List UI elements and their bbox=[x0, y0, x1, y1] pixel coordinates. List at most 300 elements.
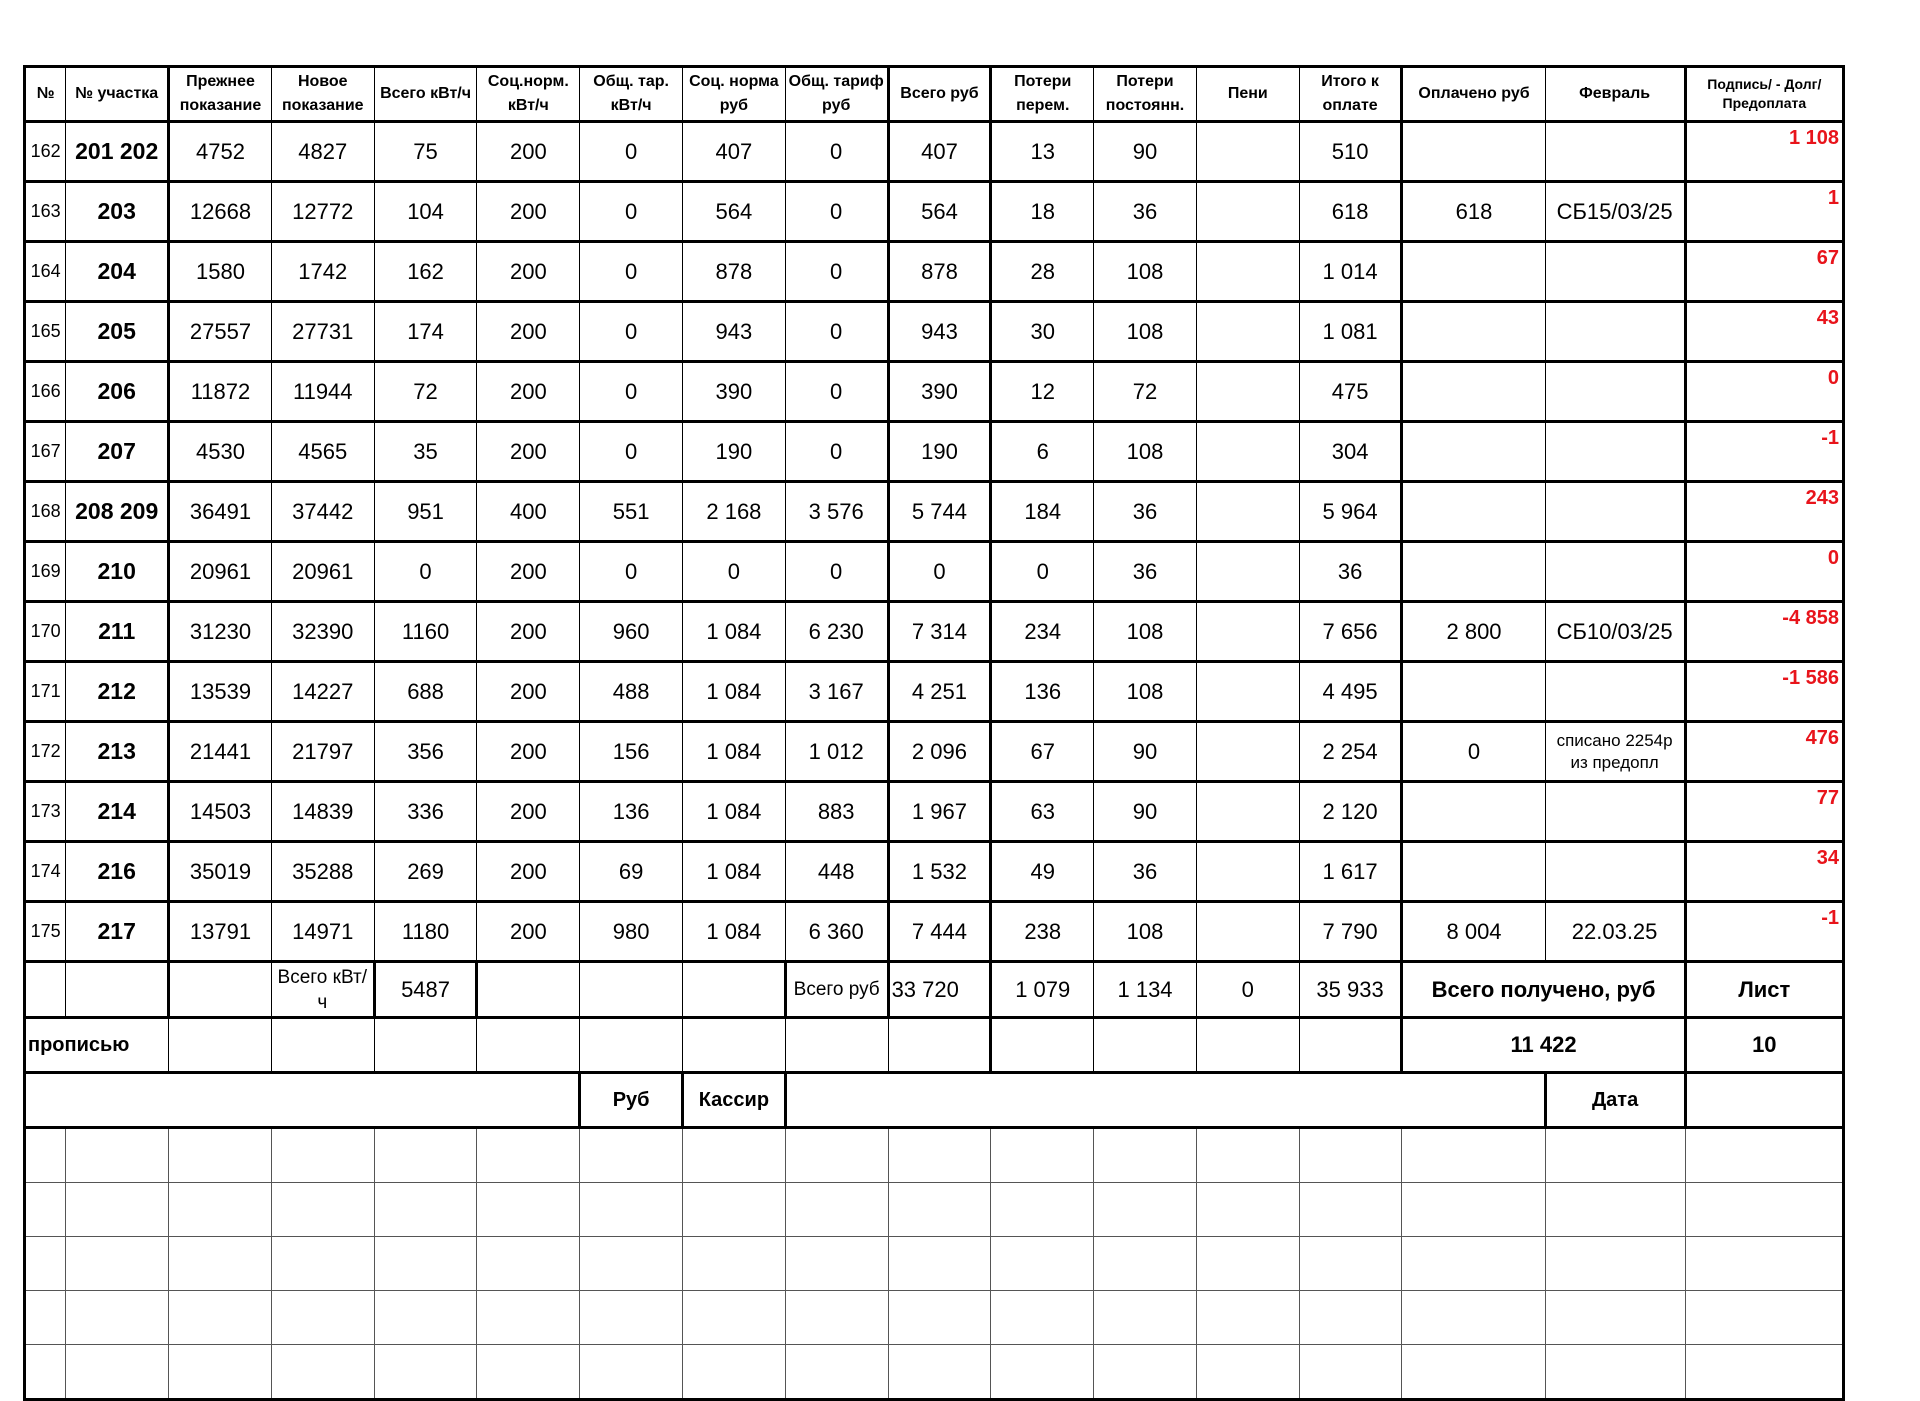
totals-kwh: 5487 bbox=[374, 962, 477, 1018]
caption-empty bbox=[991, 1018, 1094, 1073]
cell-paid: 618 bbox=[1402, 182, 1545, 242]
blank-cell bbox=[477, 1183, 580, 1237]
header-penalty: Пени bbox=[1196, 67, 1299, 122]
cell-paid: 0 bbox=[1402, 722, 1545, 782]
table-row bbox=[25, 782, 1844, 842]
blank-cell bbox=[683, 1291, 786, 1345]
blank-cell bbox=[1545, 1128, 1685, 1183]
cell-new: 20961 bbox=[271, 542, 374, 602]
blank-cell bbox=[1685, 1183, 1843, 1237]
cell-penalty bbox=[1196, 842, 1299, 902]
cell-soc-rub: 390 bbox=[683, 362, 786, 422]
received-amount: 11 422 bbox=[1402, 1018, 1685, 1073]
caption-row bbox=[25, 1018, 1844, 1073]
blank-cell bbox=[683, 1183, 786, 1237]
cell-gen-kwh: 0 bbox=[580, 122, 683, 182]
blank-cell bbox=[374, 1291, 477, 1345]
header-due: Итого к оплате bbox=[1299, 67, 1402, 122]
caption-empty bbox=[1094, 1018, 1197, 1073]
cell-penalty bbox=[1196, 482, 1299, 542]
cell-due: 7 790 bbox=[1299, 902, 1402, 962]
cell-loss-const: 108 bbox=[1094, 902, 1197, 962]
cell-prev: 1580 bbox=[169, 242, 272, 302]
cell-penalty bbox=[1196, 662, 1299, 722]
blank-cell bbox=[1545, 1345, 1685, 1400]
cell-soc-rub: 1 084 bbox=[683, 842, 786, 902]
blank-cell bbox=[1196, 1128, 1299, 1183]
cell-new: 4565 bbox=[271, 422, 374, 482]
cell-gen-kwh: 488 bbox=[580, 662, 683, 722]
cell-paid bbox=[1402, 242, 1545, 302]
cell-new: 32390 bbox=[271, 602, 374, 662]
cell-soc-kwh: 400 bbox=[477, 482, 580, 542]
cell-paid bbox=[1402, 362, 1545, 422]
cell-loss-var: 28 bbox=[991, 242, 1094, 302]
blank-cell bbox=[1402, 1183, 1545, 1237]
cell-penalty bbox=[1196, 782, 1299, 842]
cell-prev: 27557 bbox=[169, 302, 272, 362]
footer-row bbox=[25, 1073, 1844, 1128]
cell-month: списано 2254р из предопл bbox=[1545, 722, 1685, 782]
blank-cell bbox=[1402, 1128, 1545, 1183]
totals-row bbox=[25, 962, 1844, 1018]
cell-balance: 476 bbox=[1685, 722, 1843, 782]
table-row bbox=[25, 122, 1844, 182]
cell-total-rub: 190 bbox=[888, 422, 991, 482]
totals-empty bbox=[580, 962, 683, 1018]
cell-new: 14227 bbox=[271, 662, 374, 722]
cell-new: 12772 bbox=[271, 182, 374, 242]
cell-soc-kwh: 200 bbox=[477, 362, 580, 422]
cell-loss-const: 108 bbox=[1094, 602, 1197, 662]
cell-prev: 35019 bbox=[169, 842, 272, 902]
totals-empty bbox=[477, 962, 580, 1018]
cell-kwh: 951 bbox=[374, 482, 477, 542]
cell-paid bbox=[1402, 482, 1545, 542]
cell-paid bbox=[1402, 842, 1545, 902]
cell-soc-rub: 0 bbox=[683, 542, 786, 602]
cell-gen-rub: 0 bbox=[785, 122, 888, 182]
cell-soc-kwh: 200 bbox=[477, 722, 580, 782]
blank-cell bbox=[169, 1183, 272, 1237]
cell-due: 1 014 bbox=[1299, 242, 1402, 302]
cell-penalty bbox=[1196, 542, 1299, 602]
table-row bbox=[25, 242, 1844, 302]
blank-cell bbox=[1545, 1291, 1685, 1345]
cell-penalty bbox=[1196, 722, 1299, 782]
cell-penalty bbox=[1196, 422, 1299, 482]
cell-gen-kwh: 0 bbox=[580, 242, 683, 302]
cell-soc-rub: 1 084 bbox=[683, 902, 786, 962]
ledger-table bbox=[23, 65, 1845, 1401]
blank-cell bbox=[1685, 1345, 1843, 1400]
cell-new: 14839 bbox=[271, 782, 374, 842]
cell-plot: 208 209 bbox=[66, 482, 169, 542]
cell-penalty bbox=[1196, 182, 1299, 242]
totals-empty bbox=[66, 962, 169, 1018]
blank-cell bbox=[888, 1345, 991, 1400]
cell-no: 165 bbox=[25, 302, 66, 362]
blank-cell bbox=[66, 1128, 169, 1183]
cell-plot: 212 bbox=[66, 662, 169, 722]
blank-cell bbox=[785, 1237, 888, 1291]
cell-prev: 21441 bbox=[169, 722, 272, 782]
cell-balance: 0 bbox=[1685, 542, 1843, 602]
cell-month bbox=[1545, 842, 1685, 902]
blank-cell bbox=[1094, 1183, 1197, 1237]
blank-cell bbox=[1094, 1291, 1197, 1345]
blank-cell bbox=[1299, 1128, 1402, 1183]
header-plot: № участка bbox=[66, 67, 169, 122]
cell-month bbox=[1545, 782, 1685, 842]
cell-penalty bbox=[1196, 902, 1299, 962]
blank-cell bbox=[991, 1291, 1094, 1345]
blank-cell bbox=[1094, 1128, 1197, 1183]
blank-cell bbox=[271, 1237, 374, 1291]
table-row bbox=[25, 722, 1844, 782]
cell-prev: 13539 bbox=[169, 662, 272, 722]
cell-loss-var: 13 bbox=[991, 122, 1094, 182]
cell-soc-rub: 878 bbox=[683, 242, 786, 302]
blank-cell bbox=[991, 1183, 1094, 1237]
blank-cell bbox=[477, 1237, 580, 1291]
table-row bbox=[25, 902, 1844, 962]
cell-kwh: 336 bbox=[374, 782, 477, 842]
cell-paid bbox=[1402, 302, 1545, 362]
blank-cell bbox=[66, 1183, 169, 1237]
cell-gen-kwh: 0 bbox=[580, 182, 683, 242]
cell-balance: -1 bbox=[1685, 902, 1843, 962]
table-row bbox=[25, 602, 1844, 662]
table-row bbox=[25, 302, 1844, 362]
blank-cell bbox=[1094, 1237, 1197, 1291]
blank-cell bbox=[169, 1291, 272, 1345]
cell-kwh: 356 bbox=[374, 722, 477, 782]
header-paid: Оплачено руб bbox=[1402, 67, 1545, 122]
cell-gen-kwh: 69 bbox=[580, 842, 683, 902]
cell-paid bbox=[1402, 542, 1545, 602]
caption-empty bbox=[374, 1018, 477, 1073]
blank-cell bbox=[785, 1345, 888, 1400]
cell-month: 22.03.25 bbox=[1545, 902, 1685, 962]
cell-soc-rub: 2 168 bbox=[683, 482, 786, 542]
cell-paid: 2 800 bbox=[1402, 602, 1545, 662]
cell-new: 1742 bbox=[271, 242, 374, 302]
cell-month bbox=[1545, 302, 1685, 362]
cell-no: 170 bbox=[25, 602, 66, 662]
cell-loss-const: 108 bbox=[1094, 422, 1197, 482]
header-no: № bbox=[25, 67, 66, 122]
blank-cell bbox=[25, 1237, 66, 1291]
header-gen-rub: Общ. тариф руб bbox=[785, 67, 888, 122]
footer-empty bbox=[25, 1073, 580, 1128]
cell-no: 167 bbox=[25, 422, 66, 482]
cell-gen-kwh: 0 bbox=[580, 422, 683, 482]
header-soc-rub: Соц. норма руб bbox=[683, 67, 786, 122]
cell-new: 4827 bbox=[271, 122, 374, 182]
cell-total-rub: 0 bbox=[888, 542, 991, 602]
caption-empty bbox=[169, 1018, 272, 1073]
cell-gen-kwh: 551 bbox=[580, 482, 683, 542]
cell-balance: -1 bbox=[1685, 422, 1843, 482]
cell-soc-kwh: 200 bbox=[477, 422, 580, 482]
blank-cell bbox=[1685, 1237, 1843, 1291]
totals-loss-var: 1 079 bbox=[991, 962, 1094, 1018]
totals-empty bbox=[25, 962, 66, 1018]
cell-soc-kwh: 200 bbox=[477, 602, 580, 662]
blank-cell bbox=[1685, 1291, 1843, 1345]
blank-cell bbox=[1545, 1237, 1685, 1291]
blank-cell bbox=[25, 1345, 66, 1400]
cell-paid bbox=[1402, 422, 1545, 482]
cell-loss-var: 18 bbox=[991, 182, 1094, 242]
cell-loss-var: 30 bbox=[991, 302, 1094, 362]
cell-loss-const: 108 bbox=[1094, 302, 1197, 362]
cell-soc-rub: 564 bbox=[683, 182, 786, 242]
blank-cell bbox=[169, 1237, 272, 1291]
blank-cell bbox=[683, 1128, 786, 1183]
blank-cell bbox=[991, 1128, 1094, 1183]
cell-soc-kwh: 200 bbox=[477, 242, 580, 302]
cell-total-rub: 7 314 bbox=[888, 602, 991, 662]
table-row bbox=[25, 542, 1844, 602]
cell-soc-rub: 1 084 bbox=[683, 722, 786, 782]
cell-kwh: 0 bbox=[374, 542, 477, 602]
cell-loss-const: 36 bbox=[1094, 482, 1197, 542]
blank-cell bbox=[1299, 1345, 1402, 1400]
cell-gen-kwh: 0 bbox=[580, 302, 683, 362]
totals-received-label: Всего получено, руб bbox=[1402, 962, 1685, 1018]
table-row bbox=[25, 182, 1844, 242]
cell-kwh: 35 bbox=[374, 422, 477, 482]
cell-balance: 0 bbox=[1685, 362, 1843, 422]
cell-loss-var: 67 bbox=[991, 722, 1094, 782]
blank-cell bbox=[477, 1345, 580, 1400]
header-balance: Подпись/ - Долг/Предоплата bbox=[1685, 67, 1843, 122]
blank-cell bbox=[1402, 1291, 1545, 1345]
cell-loss-const: 108 bbox=[1094, 662, 1197, 722]
caption-empty bbox=[1196, 1018, 1299, 1073]
cell-new: 35288 bbox=[271, 842, 374, 902]
blank-cell bbox=[374, 1183, 477, 1237]
cell-plot: 206 bbox=[66, 362, 169, 422]
cell-no: 175 bbox=[25, 902, 66, 962]
cell-kwh: 162 bbox=[374, 242, 477, 302]
sheet-number: 10 bbox=[1685, 1018, 1843, 1073]
cell-due: 1 617 bbox=[1299, 842, 1402, 902]
cell-gen-rub: 0 bbox=[785, 362, 888, 422]
cell-soc-rub: 1 084 bbox=[683, 602, 786, 662]
blank-cell bbox=[1196, 1237, 1299, 1291]
blank-cell bbox=[169, 1345, 272, 1400]
cell-gen-kwh: 980 bbox=[580, 902, 683, 962]
blank-cell bbox=[271, 1128, 374, 1183]
blank-cell bbox=[888, 1291, 991, 1345]
cell-total-rub: 390 bbox=[888, 362, 991, 422]
table-row bbox=[25, 422, 1844, 482]
cell-balance: 243 bbox=[1685, 482, 1843, 542]
cell-plot: 216 bbox=[66, 842, 169, 902]
blank-cell bbox=[888, 1128, 991, 1183]
cell-penalty bbox=[1196, 602, 1299, 662]
cell-no: 174 bbox=[25, 842, 66, 902]
cell-prev: 31230 bbox=[169, 602, 272, 662]
cell-prev: 11872 bbox=[169, 362, 272, 422]
cell-kwh: 1180 bbox=[374, 902, 477, 962]
cell-prev: 20961 bbox=[169, 542, 272, 602]
header-new: Новое показание bbox=[271, 67, 374, 122]
blank-cell bbox=[580, 1128, 683, 1183]
caption-empty bbox=[1299, 1018, 1402, 1073]
cell-loss-const: 72 bbox=[1094, 362, 1197, 422]
totals-loss-const: 1 134 bbox=[1094, 962, 1197, 1018]
cell-no: 172 bbox=[25, 722, 66, 782]
cell-plot: 201 202 bbox=[66, 122, 169, 182]
cell-total-rub: 1 532 bbox=[888, 842, 991, 902]
cell-prev: 36491 bbox=[169, 482, 272, 542]
cell-month bbox=[1545, 542, 1685, 602]
table-row bbox=[25, 842, 1844, 902]
blank-cell bbox=[580, 1345, 683, 1400]
caption-empty bbox=[477, 1018, 580, 1073]
cell-gen-rub: 0 bbox=[785, 242, 888, 302]
blank-cell bbox=[374, 1345, 477, 1400]
cell-soc-rub: 1 084 bbox=[683, 782, 786, 842]
cell-no: 166 bbox=[25, 362, 66, 422]
cell-new: 21797 bbox=[271, 722, 374, 782]
totals-due: 35 933 bbox=[1299, 962, 1402, 1018]
cell-month bbox=[1545, 662, 1685, 722]
cell-no: 171 bbox=[25, 662, 66, 722]
cell-plot: 207 bbox=[66, 422, 169, 482]
cell-paid bbox=[1402, 662, 1545, 722]
blank-cell bbox=[169, 1128, 272, 1183]
table-row bbox=[25, 662, 1844, 722]
cell-loss-const: 36 bbox=[1094, 542, 1197, 602]
totals-empty bbox=[683, 962, 786, 1018]
cell-penalty bbox=[1196, 122, 1299, 182]
cell-balance: 1 bbox=[1685, 182, 1843, 242]
cell-plot: 204 bbox=[66, 242, 169, 302]
cell-gen-rub: 0 bbox=[785, 302, 888, 362]
totals-sheet-label: Лист bbox=[1685, 962, 1843, 1018]
blank-cell bbox=[785, 1291, 888, 1345]
blank-cell bbox=[785, 1183, 888, 1237]
totals-empty bbox=[169, 962, 272, 1018]
cell-soc-kwh: 200 bbox=[477, 782, 580, 842]
cell-gen-rub: 0 bbox=[785, 542, 888, 602]
blank-cell bbox=[1299, 1291, 1402, 1345]
cell-prev: 13791 bbox=[169, 902, 272, 962]
totals-rub-label: Всего руб bbox=[785, 962, 888, 1018]
cell-loss-var: 63 bbox=[991, 782, 1094, 842]
cell-kwh: 72 bbox=[374, 362, 477, 422]
cell-no: 169 bbox=[25, 542, 66, 602]
blank-cell bbox=[66, 1237, 169, 1291]
blank-cell bbox=[1196, 1183, 1299, 1237]
cell-gen-rub: 6 360 bbox=[785, 902, 888, 962]
cell-penalty bbox=[1196, 362, 1299, 422]
cell-soc-kwh: 200 bbox=[477, 122, 580, 182]
cell-due: 5 964 bbox=[1299, 482, 1402, 542]
cell-due: 304 bbox=[1299, 422, 1402, 482]
cell-new: 37442 bbox=[271, 482, 374, 542]
caption-empty bbox=[785, 1018, 888, 1073]
cell-month: СБ15/03/25 bbox=[1545, 182, 1685, 242]
cell-balance: 67 bbox=[1685, 242, 1843, 302]
cell-loss-var: 12 bbox=[991, 362, 1094, 422]
blank-cell bbox=[477, 1291, 580, 1345]
cell-gen-kwh: 960 bbox=[580, 602, 683, 662]
cell-prev: 4752 bbox=[169, 122, 272, 182]
cell-soc-rub: 190 bbox=[683, 422, 786, 482]
blank-cell bbox=[66, 1345, 169, 1400]
cell-paid: 8 004 bbox=[1402, 902, 1545, 962]
cell-gen-rub: 0 bbox=[785, 182, 888, 242]
cell-loss-var: 184 bbox=[991, 482, 1094, 542]
cell-soc-kwh: 200 bbox=[477, 902, 580, 962]
cell-due: 2 120 bbox=[1299, 782, 1402, 842]
cell-loss-var: 234 bbox=[991, 602, 1094, 662]
cell-soc-kwh: 200 bbox=[477, 182, 580, 242]
words-label: прописью bbox=[25, 1018, 169, 1073]
cell-due: 2 254 bbox=[1299, 722, 1402, 782]
cell-loss-const: 36 bbox=[1094, 182, 1197, 242]
header-soc-kwh: Соц.норм. кВт/ч bbox=[477, 67, 580, 122]
header-loss-const: Потери постоянн. bbox=[1094, 67, 1197, 122]
blank-row bbox=[25, 1345, 1844, 1400]
blank-cell bbox=[25, 1128, 66, 1183]
blank-cell bbox=[1196, 1345, 1299, 1400]
cell-kwh: 174 bbox=[374, 302, 477, 362]
cell-month bbox=[1545, 242, 1685, 302]
caption-empty bbox=[683, 1018, 786, 1073]
cell-month bbox=[1545, 482, 1685, 542]
blank-cell bbox=[271, 1345, 374, 1400]
blank-cell bbox=[1402, 1237, 1545, 1291]
cell-total-rub: 407 bbox=[888, 122, 991, 182]
totals-kwh-label: Всего кВт/ч bbox=[271, 962, 374, 1018]
header-gen-kwh: Общ. тар. кВт/ч bbox=[580, 67, 683, 122]
cell-loss-var: 136 bbox=[991, 662, 1094, 722]
cell-soc-kwh: 200 bbox=[477, 662, 580, 722]
cell-plot: 214 bbox=[66, 782, 169, 842]
blank-cell bbox=[1299, 1237, 1402, 1291]
cell-plot: 205 bbox=[66, 302, 169, 362]
cell-gen-rub: 3 167 bbox=[785, 662, 888, 722]
blank-cell bbox=[477, 1128, 580, 1183]
blank-cell bbox=[66, 1291, 169, 1345]
cell-penalty bbox=[1196, 302, 1299, 362]
cell-loss-var: 0 bbox=[991, 542, 1094, 602]
cashier-signature-field bbox=[785, 1073, 1545, 1128]
cell-gen-kwh: 0 bbox=[580, 542, 683, 602]
cell-due: 7 656 bbox=[1299, 602, 1402, 662]
header-loss-var: Потери перем. bbox=[991, 67, 1094, 122]
blank-row bbox=[25, 1237, 1844, 1291]
cell-new: 14971 bbox=[271, 902, 374, 962]
date-field bbox=[1685, 1073, 1843, 1128]
cell-gen-rub: 1 012 bbox=[785, 722, 888, 782]
blank-cell bbox=[25, 1291, 66, 1345]
cell-loss-var: 238 bbox=[991, 902, 1094, 962]
caption-empty bbox=[271, 1018, 374, 1073]
cell-gen-rub: 6 230 bbox=[785, 602, 888, 662]
cell-due: 618 bbox=[1299, 182, 1402, 242]
cell-paid bbox=[1402, 782, 1545, 842]
cell-kwh: 269 bbox=[374, 842, 477, 902]
blank-cell bbox=[1196, 1291, 1299, 1345]
